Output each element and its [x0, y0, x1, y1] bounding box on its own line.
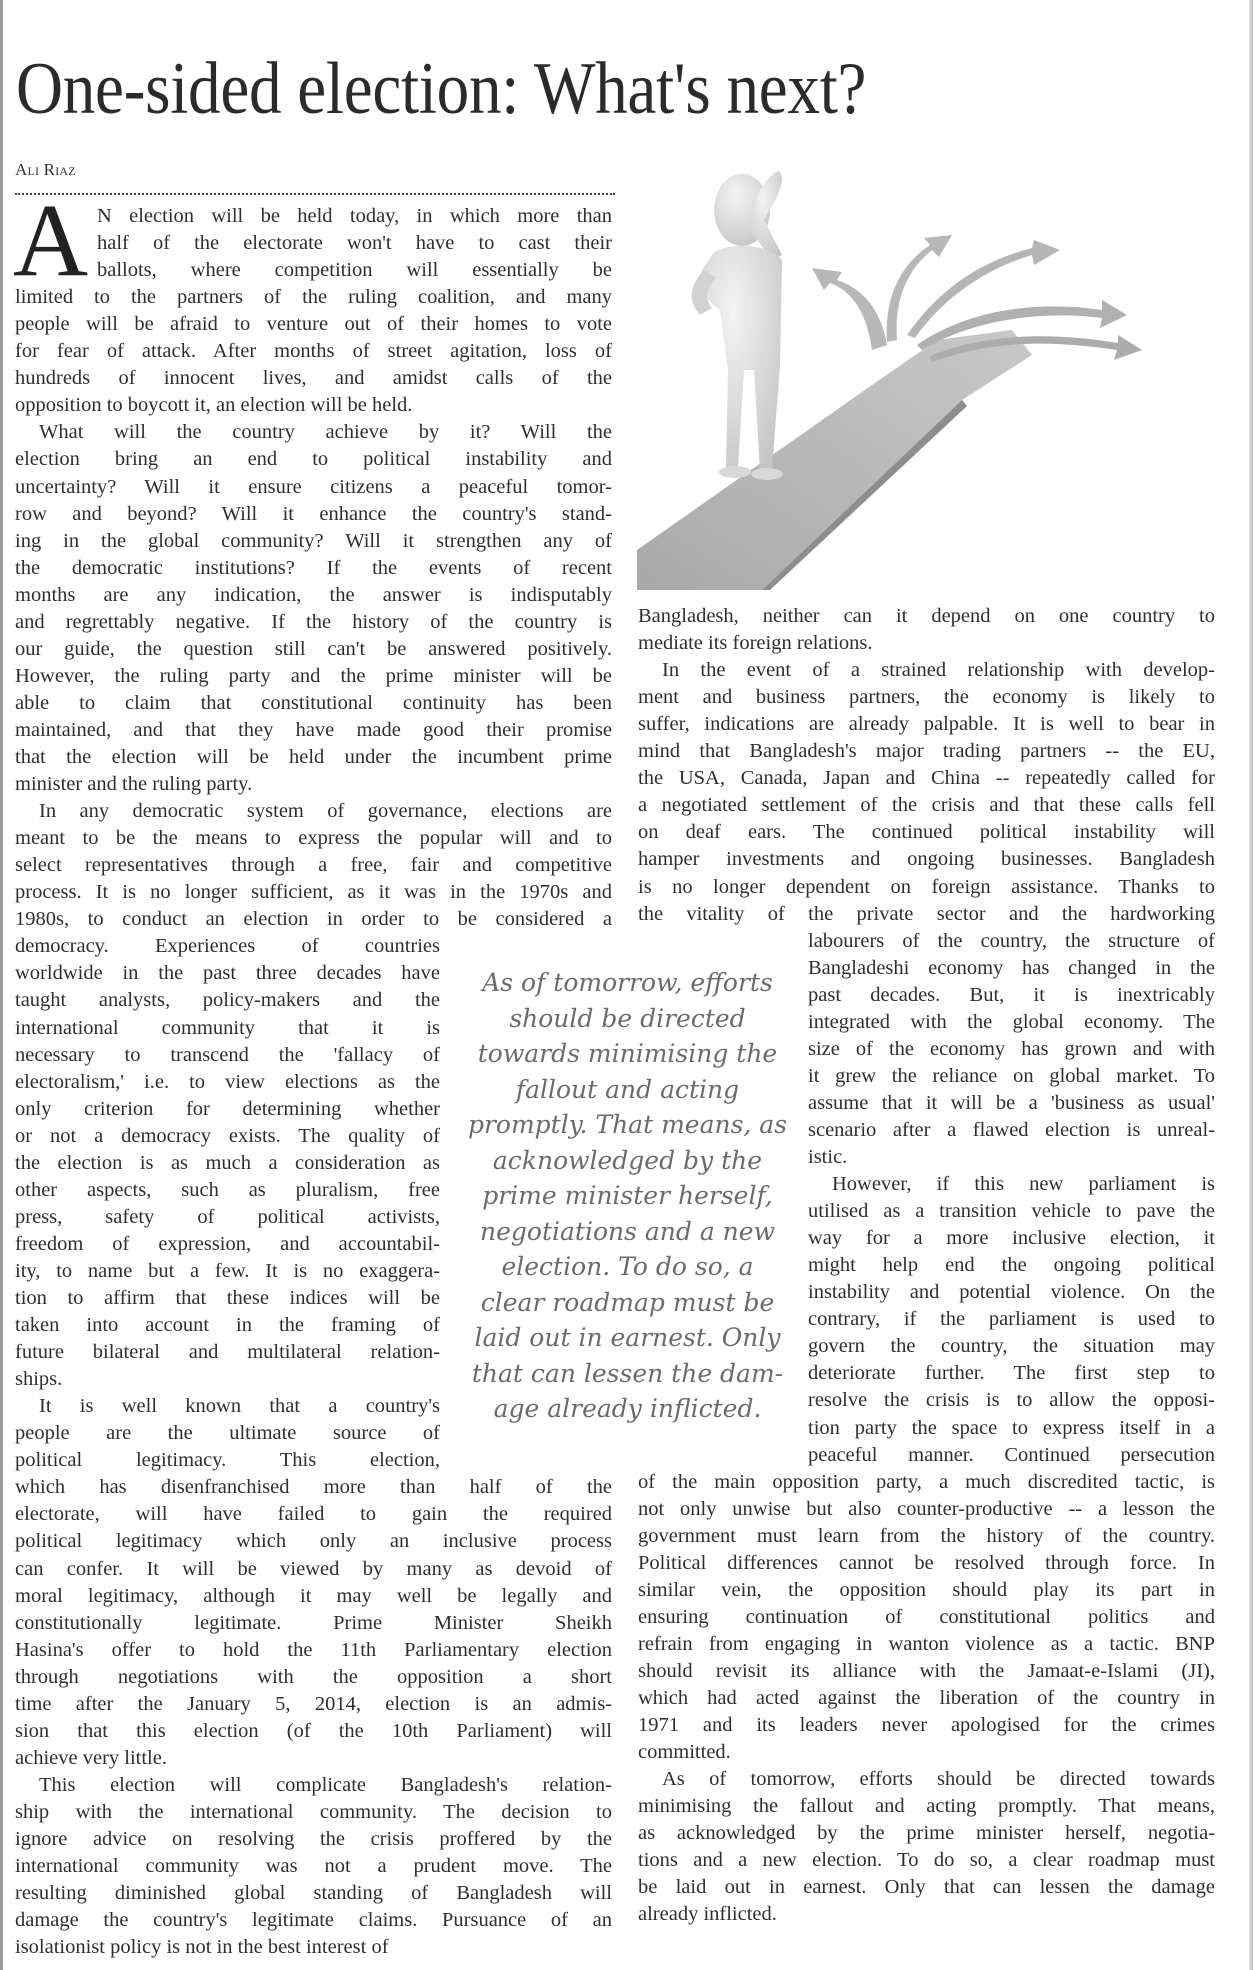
text-line: process. It is no longer sufficient, as it was in the 1970s and — [15, 881, 612, 904]
text-line: and regrettably negative. If the history of the country is — [15, 610, 612, 633]
pull-quote — [460, 965, 795, 1427]
text-line: government must learn from the history of the country. — [638, 1524, 1215, 1547]
pull-quote-line: acknowledged by the — [492, 1145, 763, 1175]
page-border-right — [1249, 0, 1253, 1970]
text-line: electoralism,' i.e. to view elections as the — [15, 1070, 440, 1093]
text-line: democracy. Experiences of countries — [15, 935, 440, 958]
drop-cap: A — [13, 183, 89, 298]
crossroads-arrows-figure-icon — [632, 150, 1242, 590]
text-line: a negotiated settlement of the crisis and that these calls fell — [638, 794, 1215, 817]
text-line: moral legitimacy, although it may well be legally and — [15, 1584, 612, 1607]
text-line: already inflicted. — [638, 1903, 777, 1926]
pull-quote-line: As of tomorrow, efforts — [482, 968, 773, 997]
text-line: istic. — [808, 1146, 848, 1168]
text-line: However, if this new parliament is — [832, 1173, 1215, 1196]
pull-quote-line: that can lessen the dam- — [471, 1358, 784, 1388]
text-line: political legitimacy. This election, — [15, 1449, 440, 1472]
text-line: people are the ultimate source of — [15, 1422, 440, 1445]
text-line: not only unwise but also counter-productive -- a lesson the — [638, 1497, 1215, 1520]
text-line: on deaf ears. The continued political instability will — [638, 821, 1215, 844]
text-line: Bangladeshi economy has changed in the — [808, 956, 1215, 979]
page-border-left — [0, 0, 3, 1970]
text-line: minister and the ruling party. — [15, 773, 253, 796]
text-line: 1980s, to conduct an election in order to be considered a — [15, 908, 612, 931]
text-line: In any democratic system of governance, elections are — [39, 800, 612, 823]
text-line: N election will be held today, in which more than — [97, 205, 612, 227]
text-line: govern the country, the situation may — [808, 1335, 1215, 1358]
text-line: be laid out in earnest. Only that can lessen the damage — [638, 1876, 1215, 1899]
text-line: uncertainty? Will it ensure citizens a peaceful tomor- — [15, 475, 612, 498]
text-line: labourers of the country, the structure of — [808, 929, 1215, 952]
text-line: people will be afraid to venture out of their homes to vote — [15, 313, 612, 336]
text-line: election bring an end to political instability and — [15, 448, 612, 471]
text-line: Bangladesh, neither can it depend on one country to — [638, 605, 1215, 627]
text-line: is no longer dependent on foreign assistance. Thanks to — [638, 875, 1215, 898]
byline: Ali Riaz — [15, 160, 76, 179]
text-line: of the main opposition party, a much discredited tactic, is — [638, 1470, 1215, 1493]
text-line: instability and potential violence. On the — [808, 1281, 1215, 1304]
text-line: for fear of attack. After months of street agitation, loss of — [15, 340, 612, 363]
text-line: Hasina's offer to hold the 11th Parliamentary election — [15, 1638, 612, 1661]
text-line: which has disenfranchised more than half of the — [15, 1476, 612, 1499]
pull-quote-line: clear roadmap must be — [480, 1287, 775, 1317]
text-line: the USA, Canada, Japan and China -- repeatedly called for — [638, 767, 1215, 790]
text-line: ships. — [15, 1368, 63, 1391]
text-line: through negotiations with the opposition a short — [15, 1665, 612, 1688]
text-line: worldwide in the past three decades have — [15, 962, 440, 985]
text-line: it grew the reliance on global market. To — [808, 1064, 1215, 1087]
text-line: peaceful manner. Continued persecution — [808, 1443, 1215, 1466]
text-line: ing in the global community? Will it strengthen any of — [15, 529, 612, 552]
text-line: damage the country's legitimate claims. Pursuance of an — [15, 1909, 612, 1932]
text-line: or not a democracy exists. The quality of — [15, 1124, 440, 1147]
headline: One-sided election: What's next? — [16, 48, 867, 130]
text-line: However, the ruling party and the prime minister will be — [15, 664, 612, 687]
text-line: freedom of expression, and accountabil- — [15, 1232, 440, 1255]
text-line: international community was not a prudent move. The — [15, 1855, 612, 1878]
text-line: This election will complicate Bangladesh's relation- — [39, 1773, 612, 1796]
text-line: Political differences cannot be resolved through force. In — [638, 1551, 1215, 1574]
text-line: constitutionally legitimate. Prime Minister Sheikh — [15, 1611, 612, 1634]
text-line: ballots, where competition will essentially be — [97, 259, 612, 282]
text-line: limited to the partners of the ruling coalition, and many — [15, 286, 612, 309]
pull-quote-line: fallout and acting — [515, 1074, 740, 1104]
text-line: ship with the international community. The decision to — [15, 1800, 612, 1823]
text-line: international community that it is — [15, 1016, 440, 1039]
text-line: way for a more inclusive election, it — [808, 1227, 1215, 1250]
text-line: only criterion for determining whether — [15, 1097, 440, 1120]
pull-quote-line: should be directed — [509, 1003, 746, 1033]
text-line: should revisit its alliance with the Jamaat-e-Islami (JI), — [638, 1659, 1215, 1682]
text-line: political legitimacy which only an inclusive process — [15, 1530, 612, 1553]
text-line: refrain from engaging in wanton violence as a tactic. BNP — [638, 1632, 1215, 1655]
text-line: half of the electorate won't have to cast their — [97, 232, 612, 255]
text-line: mediate its foreign relations. — [638, 632, 873, 655]
text-line: ment and business partners, the economy is likely to — [638, 686, 1215, 709]
pull-quote-line: prime minister herself, — [482, 1181, 773, 1210]
text-line: tion to affirm that these indices will be — [15, 1287, 440, 1309]
text-line: scenario after a flawed election is unreal- — [808, 1118, 1215, 1141]
text-line: suffer, indications are already palpable. It is well to bear in — [638, 713, 1215, 736]
text-line: ensuring continuation of constitutional politics and — [638, 1605, 1215, 1628]
text-line: mind that Bangladesh's major trading partners -- the EU, — [638, 740, 1215, 763]
text-line: deteriorate further. The first step to — [808, 1362, 1215, 1385]
text-line: maintained, and that they have made good their promise — [15, 718, 612, 741]
text-line: future bilateral and multilateral relation- — [15, 1341, 440, 1364]
text-line: similar vein, the opposition should play its part in — [638, 1578, 1215, 1601]
text-line: past decades. But, it is inextricably — [808, 983, 1215, 1006]
text-line: sion that this election (of the 10th Parliament) will — [15, 1719, 612, 1742]
text-line: the election is as much a consideration as — [15, 1151, 440, 1174]
text-line: time after the January 5, 2014, election is an admis- — [15, 1692, 612, 1715]
text-line: size of the economy has grown and with — [808, 1037, 1215, 1060]
text-line: which had acted against the liberation of the country in — [638, 1687, 1215, 1709]
pull-quote-line: negotiations and a new — [480, 1216, 775, 1246]
text-line: resolve the crisis is to allow the opposi- — [808, 1389, 1215, 1412]
dotted-divider — [15, 193, 615, 195]
text-line: select representatives through a free, fair and competitive — [15, 854, 612, 877]
text-line: necessary to transcend the 'fallacy of — [15, 1043, 440, 1066]
text-line: 1971 and its leaders never apologised for the crimes — [638, 1714, 1215, 1737]
text-line: contrary, if the parliament is used to — [808, 1308, 1215, 1331]
text-line: press, safety of political activists, — [15, 1205, 440, 1228]
text-line: ity, to name but a few. It is no exaggera- — [15, 1259, 440, 1282]
text-line: our guide, the question still can't be answered positively. — [15, 637, 612, 660]
pull-quote-line: promptly. That means, as — [467, 1110, 788, 1139]
text-line: row and beyond? Will it enhance the country's stand- — [15, 502, 612, 525]
text-line: other aspects, such as pluralism, free — [15, 1178, 440, 1201]
pull-quote-line: towards minimising the — [477, 1039, 778, 1068]
text-line: hamper investments and ongoing businesses. Bangladesh — [638, 848, 1215, 871]
text-line: tions and a new election. To do so, a clear roadmap must — [638, 1849, 1215, 1872]
pull-quote-line: laid out in earnest. Only — [474, 1323, 781, 1352]
pull-quote-line: election. To do so, a — [501, 1252, 754, 1281]
text-line: In the event of a strained relationship with develop- — [662, 659, 1215, 682]
text-line: integrated with the global economy. The — [808, 1010, 1215, 1033]
text-line: hundreds of innocent lives, and amidst calls of the — [15, 367, 612, 390]
text-line: meant to be the means to express the popular will and to — [15, 827, 612, 850]
text-line: utilised as a transition vehicle to pave the — [808, 1200, 1215, 1223]
text-line: electorate, will have failed to gain the required — [15, 1503, 612, 1526]
text-line: resulting diminished global standing of Bangladesh will — [15, 1882, 612, 1905]
text-line: taught analysts, policy-makers and the — [15, 989, 440, 1012]
text-line: minimising the fallout and acting promptly. That means, — [638, 1795, 1215, 1818]
text-line: isolationist policy is not in the best interest of — [15, 1936, 389, 1959]
text-line: tion party the space to express itself in a — [808, 1416, 1215, 1439]
text-line: It is well known that a country's — [39, 1395, 440, 1418]
text-line: achieve very little. — [15, 1746, 167, 1769]
text-line: can confer. It will be viewed by many as devoid of — [15, 1557, 612, 1580]
text-line: that the election will be held under the incumbent prime — [15, 746, 612, 768]
text-line: assume that it will be a 'business as usual' — [808, 1091, 1215, 1114]
text-line: might help end the ongoing political — [808, 1254, 1215, 1277]
text-line: the vitality of the private sector and the hardworking — [638, 902, 1215, 925]
text-line: opposition to boycott it, an election will be held. — [15, 394, 413, 417]
text-line: ignore advice on resolving the crisis proffered by the — [15, 1828, 612, 1850]
pull-quote-line: age already inflicted. — [493, 1394, 762, 1423]
text-line: months are any indication, the answer is indisputably — [15, 583, 612, 606]
text-line: taken into account in the framing of — [15, 1314, 440, 1337]
text-line: able to claim that constitutional continuity has been — [15, 691, 612, 714]
text-line: As of tomorrow, efforts should be directed towards — [662, 1768, 1215, 1791]
text-line: What will the country achieve by it? Will the — [39, 421, 612, 444]
text-line: committed. — [638, 1741, 731, 1764]
text-line: as acknowledged by the prime minister herself, negotia- — [638, 1822, 1215, 1845]
text-line: the democratic institutions? If the events of recent — [15, 556, 612, 579]
